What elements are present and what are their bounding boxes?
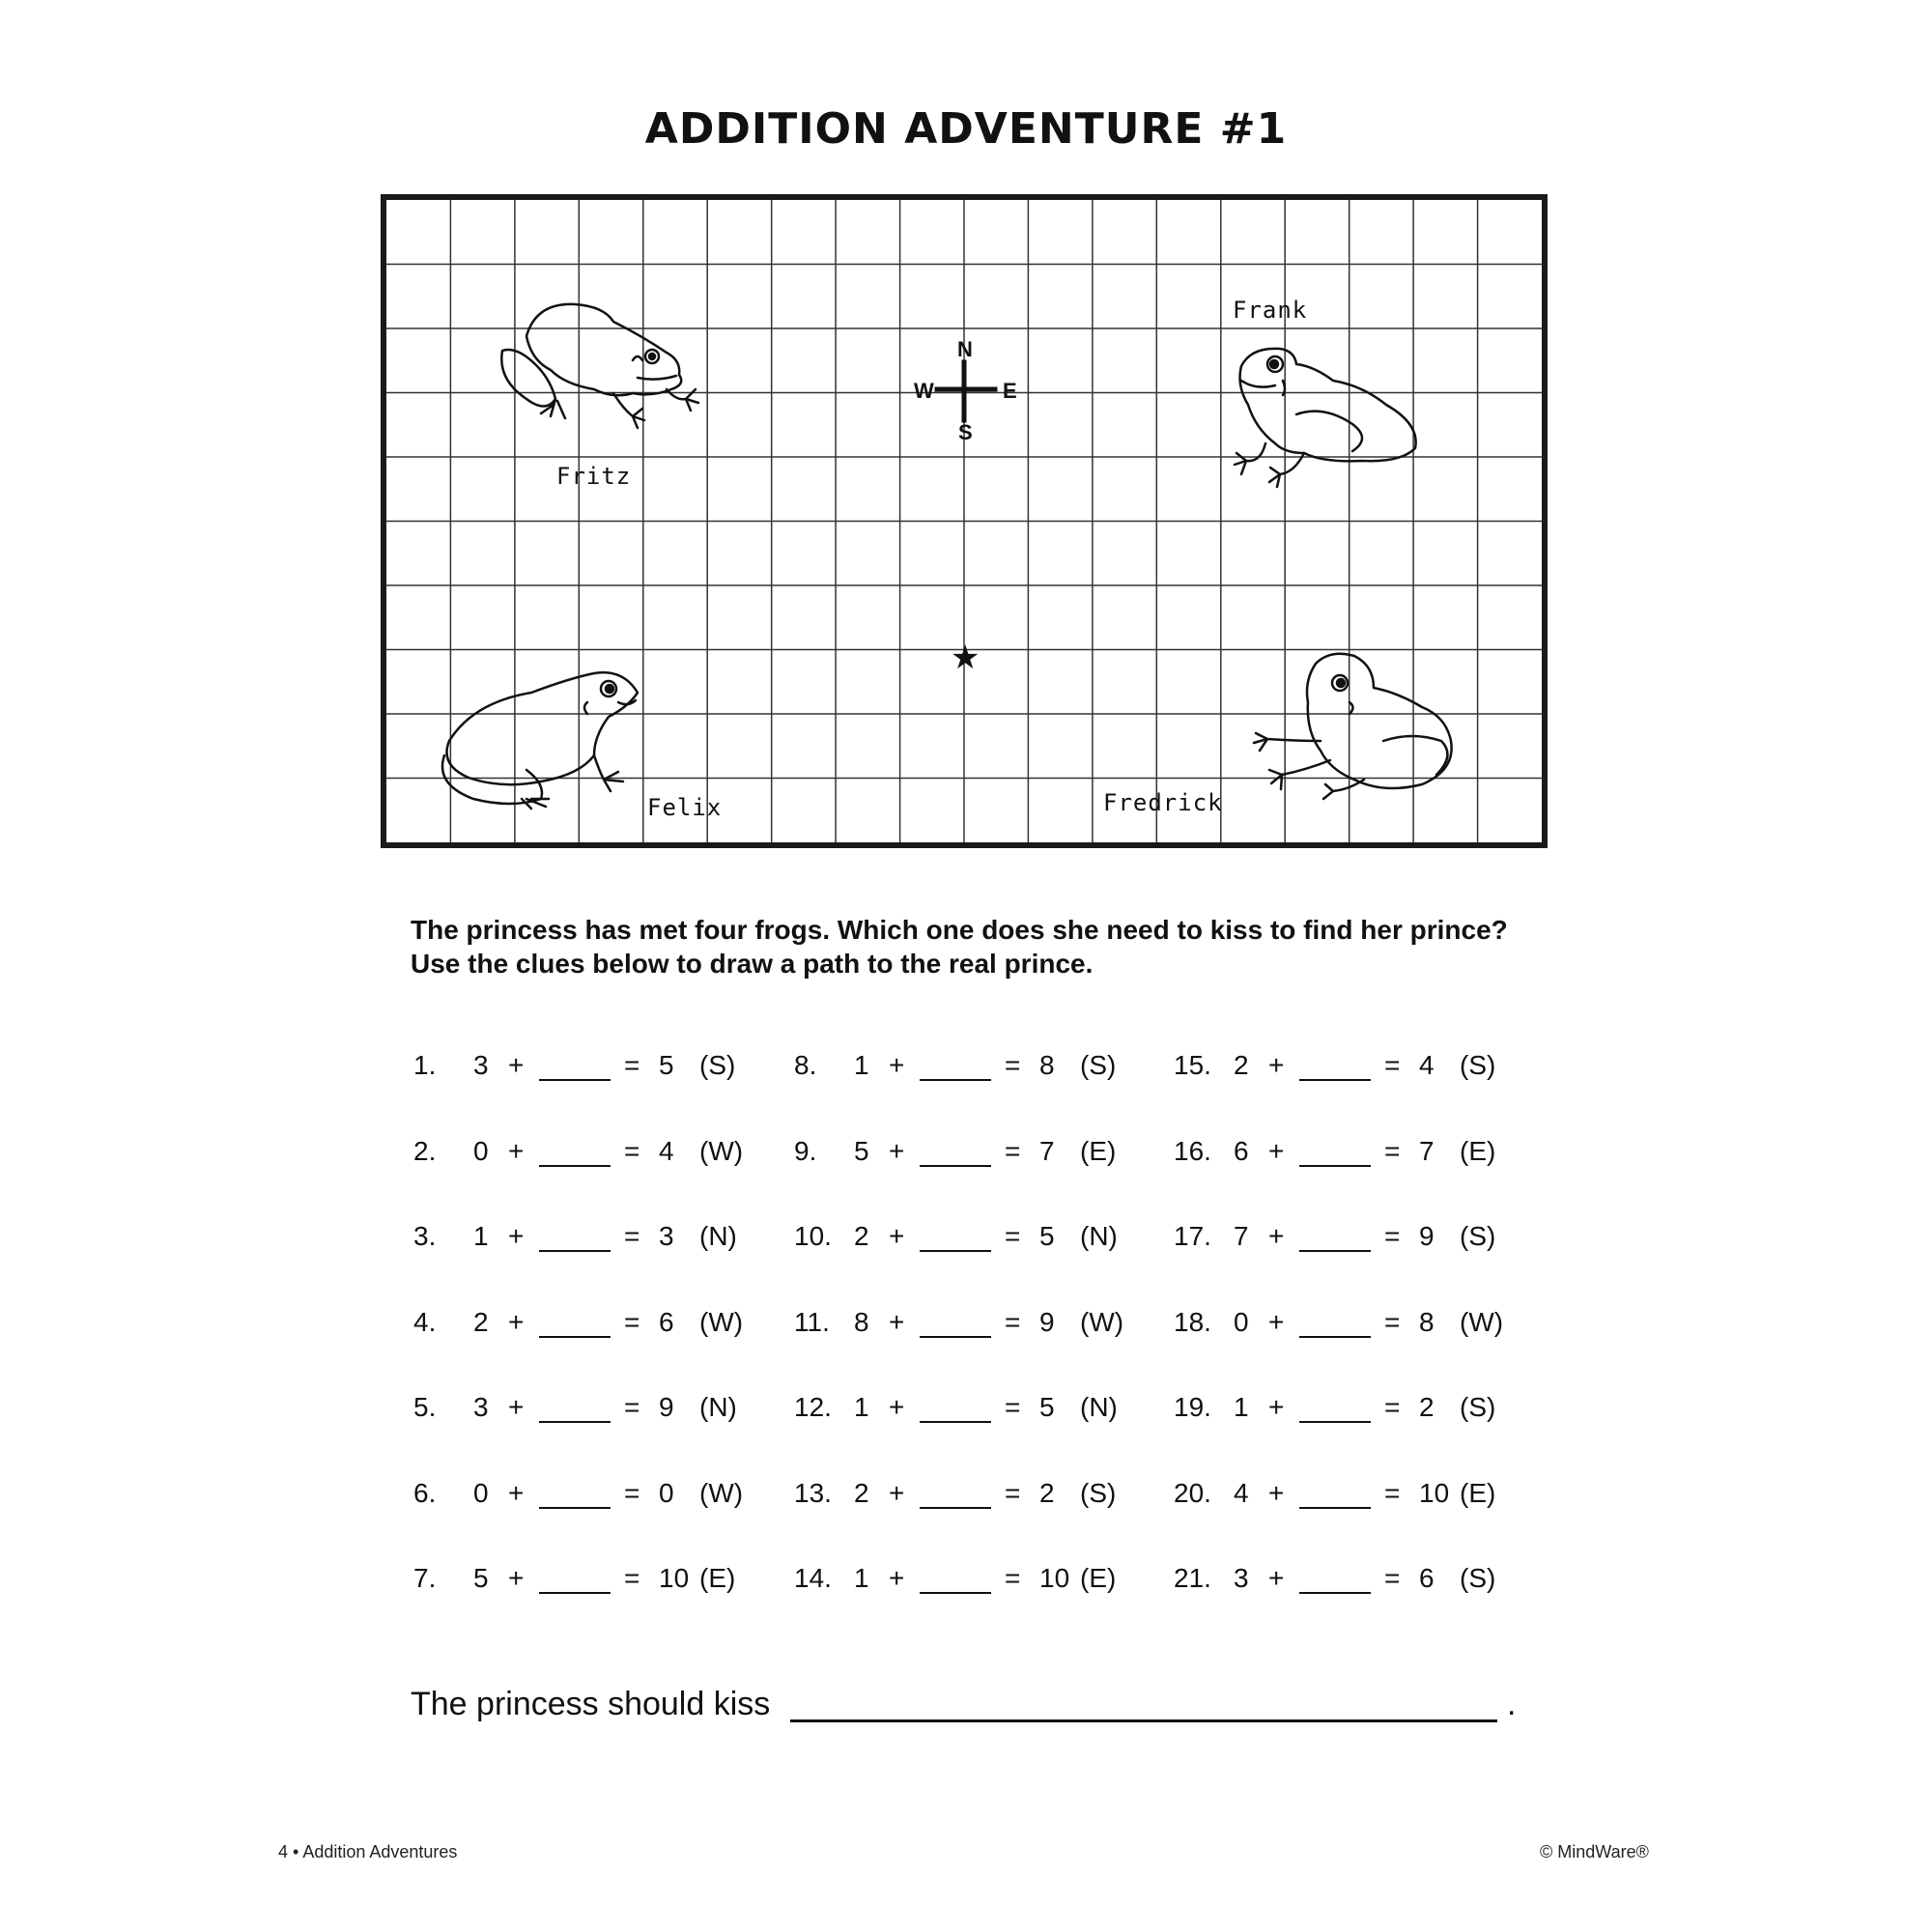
clue-item: [413, 1221, 771, 1260]
clue-direction: (W): [1080, 1306, 1124, 1337]
clue-addend: 7: [1234, 1221, 1249, 1251]
clue-item: [794, 1478, 1151, 1517]
clue-answer-blank[interactable]: [539, 1421, 611, 1423]
clue-direction: (N): [1080, 1392, 1118, 1422]
clue-equals: =: [624, 1050, 640, 1080]
clue-number: 13.: [794, 1477, 832, 1508]
clue-equals: =: [1384, 1563, 1401, 1593]
clue-addend: 0: [1234, 1306, 1249, 1337]
clue-equals: =: [1005, 1392, 1021, 1422]
frog-frank-icon: [1227, 337, 1435, 501]
clue-direction: (S): [1460, 1221, 1496, 1251]
clue-equals: =: [1384, 1477, 1401, 1508]
clue-sum: 2: [1039, 1477, 1055, 1508]
clue-direction: (N): [699, 1221, 737, 1251]
clue-number: 9.: [794, 1135, 817, 1166]
clue-answer-blank[interactable]: [1299, 1592, 1371, 1594]
clue-equals: =: [1005, 1477, 1021, 1508]
clue-equals: =: [624, 1306, 640, 1337]
clue-answer-blank[interactable]: [920, 1336, 991, 1338]
clue-equals: =: [1005, 1563, 1021, 1593]
clue-direction: (W): [699, 1477, 744, 1508]
clue-addend: 5: [854, 1135, 869, 1166]
clue-number: 2.: [413, 1135, 437, 1166]
clue-plus: +: [508, 1392, 525, 1422]
frog-label-fredrick: Fredrick: [1103, 789, 1223, 816]
clue-sum: 6: [1419, 1563, 1435, 1593]
clue-plus: +: [508, 1135, 525, 1166]
clue-sum: 5: [659, 1050, 674, 1080]
clue-plus: +: [1268, 1477, 1285, 1508]
clue-number: 19.: [1174, 1392, 1211, 1422]
clue-direction: (E): [699, 1563, 736, 1593]
clue-equals: =: [624, 1135, 640, 1166]
page-title: ADDITION ADVENTURE #1: [644, 104, 1288, 154]
clue-equals: =: [1384, 1221, 1401, 1251]
clue-direction: (W): [699, 1306, 744, 1337]
clue-plus: +: [1268, 1563, 1285, 1593]
answer-period: .: [1507, 1686, 1517, 1722]
clue-addend: 3: [473, 1050, 489, 1080]
clue-item: [413, 1136, 771, 1175]
clue-direction: (S): [1080, 1050, 1117, 1080]
clue-sum: 6: [659, 1306, 674, 1337]
clue-equals: =: [1005, 1221, 1021, 1251]
clue-sum: 0: [659, 1477, 674, 1508]
clue-plus: +: [889, 1050, 905, 1080]
clue-addend: 6: [1234, 1135, 1249, 1166]
clue-item: [794, 1136, 1151, 1175]
clue-plus: +: [1268, 1306, 1285, 1337]
clue-sum: 3: [659, 1221, 674, 1251]
clue-item: [1174, 1050, 1531, 1089]
frog-label-felix: Felix: [647, 794, 723, 821]
clue-equals: =: [624, 1477, 640, 1508]
frog-fredrick-icon: [1238, 644, 1470, 809]
clue-answer-blank[interactable]: [539, 1336, 611, 1338]
clue-answer-blank[interactable]: [539, 1165, 611, 1167]
clue-equals: =: [1005, 1135, 1021, 1166]
clue-item: [794, 1307, 1151, 1346]
clue-sum: 4: [659, 1135, 674, 1166]
clue-direction: (E): [1080, 1135, 1117, 1166]
clue-plus: +: [1268, 1221, 1285, 1251]
clue-answer-blank[interactable]: [539, 1592, 611, 1594]
clue-number: 6.: [413, 1477, 437, 1508]
clue-direction: (E): [1460, 1135, 1496, 1166]
clue-item: [413, 1050, 771, 1089]
clue-number: 8.: [794, 1050, 817, 1080]
clue-addend: 0: [473, 1477, 489, 1508]
clue-sum: 7: [1039, 1135, 1055, 1166]
clue-answer-blank[interactable]: [920, 1165, 991, 1167]
clue-addend: 1: [854, 1563, 869, 1593]
compass-east: E: [1003, 379, 1017, 403]
clue-sum: 10: [659, 1563, 690, 1593]
clue-addend: 1: [473, 1221, 489, 1251]
clue-sum: 9: [1039, 1306, 1055, 1337]
clue-addend: 2: [473, 1306, 489, 1337]
frog-felix-icon: [435, 664, 657, 823]
clue-equals: =: [1005, 1306, 1021, 1337]
compass-north: N: [957, 337, 973, 361]
clue-sum: 9: [1419, 1221, 1435, 1251]
clue-addend: 8: [854, 1306, 869, 1337]
clue-number: 5.: [413, 1392, 437, 1422]
clue-equals: =: [1005, 1050, 1021, 1080]
clue-answer-blank[interactable]: [1299, 1165, 1371, 1167]
clue-number: 1.: [413, 1050, 437, 1080]
clue-sum: 10: [1419, 1477, 1450, 1508]
clue-answer-blank[interactable]: [920, 1507, 991, 1509]
clue-plus: +: [508, 1477, 525, 1508]
clue-addend: 2: [854, 1477, 869, 1508]
clue-item: [794, 1392, 1151, 1431]
clue-item: [794, 1221, 1151, 1260]
clue-answer-blank[interactable]: [1299, 1507, 1371, 1509]
clue-answer-blank[interactable]: [1299, 1250, 1371, 1252]
clue-addend: 5: [473, 1563, 489, 1593]
clue-sum: 10: [1039, 1563, 1070, 1593]
instructions-text: The princess has met four frogs. Which one does she need to kiss to find her prince? Use the clues below to draw a path to the real prince.: [411, 915, 1508, 979]
clue-item: [413, 1478, 771, 1517]
clue-addend: 1: [854, 1050, 869, 1080]
clue-addend: 3: [473, 1392, 489, 1422]
start-star-icon[interactable]: ★: [951, 639, 980, 677]
clue-direction: (S): [1460, 1050, 1496, 1080]
clue-direction: (E): [1460, 1477, 1496, 1508]
clue-number: 7.: [413, 1563, 437, 1593]
clue-number: 16.: [1174, 1135, 1211, 1166]
clue-number: 21.: [1174, 1563, 1211, 1593]
clue-item: [413, 1563, 771, 1602]
clue-addend: 1: [854, 1392, 869, 1422]
clue-answer-blank[interactable]: [539, 1507, 611, 1509]
footer-left: 4 • Addition Adventures: [278, 1842, 458, 1861]
clue-sum: 2: [1419, 1392, 1435, 1422]
clue-direction: (S): [699, 1050, 736, 1080]
clue-plus: +: [508, 1563, 525, 1593]
clue-answer-blank[interactable]: [920, 1421, 991, 1423]
clue-plus: +: [1268, 1135, 1285, 1166]
clue-direction: (N): [1080, 1221, 1118, 1251]
clue-item: [1174, 1478, 1531, 1517]
clue-equals: =: [624, 1221, 640, 1251]
clue-direction: (W): [699, 1135, 744, 1166]
clue-plus: +: [508, 1050, 525, 1080]
clue-sum: 5: [1039, 1392, 1055, 1422]
clue-number: 3.: [413, 1221, 437, 1251]
clue-number: 11.: [794, 1306, 830, 1337]
clue-equals: =: [1384, 1135, 1401, 1166]
clue-sum: 8: [1419, 1306, 1435, 1337]
clue-answer-blank[interactable]: [1299, 1079, 1371, 1081]
clue-equals: =: [624, 1392, 640, 1422]
answer-prompt: The princess should kiss: [411, 1686, 771, 1722]
clue-answer-blank[interactable]: [1299, 1421, 1371, 1423]
clue-number: 15.: [1174, 1050, 1211, 1080]
footer-right: © MindWare®: [1540, 1842, 1649, 1861]
clue-plus: +: [889, 1477, 905, 1508]
clue-plus: +: [1268, 1392, 1285, 1422]
clue-plus: +: [889, 1306, 905, 1337]
clue-direction: (S): [1460, 1392, 1496, 1422]
clue-answer-blank[interactable]: [920, 1250, 991, 1252]
frog-fritz-icon: [497, 293, 729, 452]
clue-plus: +: [1268, 1050, 1285, 1080]
clue-number: 12.: [794, 1392, 832, 1422]
clue-item: [1174, 1392, 1531, 1431]
clue-addend: 2: [854, 1221, 869, 1251]
clue-equals: =: [1384, 1306, 1401, 1337]
clue-equals: =: [1384, 1050, 1401, 1080]
answer-input[interactable]: [790, 1719, 1497, 1722]
clue-sum: 4: [1419, 1050, 1435, 1080]
clue-addend: 3: [1234, 1563, 1249, 1593]
clue-addend: 1: [1234, 1392, 1249, 1422]
clue-equals: =: [624, 1563, 640, 1593]
clue-plus: +: [889, 1392, 905, 1422]
clue-number: 18.: [1174, 1306, 1211, 1337]
map-grid[interactable]: [381, 194, 1548, 848]
clue-plus: +: [889, 1221, 905, 1251]
clue-addend: 0: [473, 1135, 489, 1166]
clue-sum: 7: [1419, 1135, 1435, 1166]
clue-item: [413, 1307, 771, 1346]
clue-sum: 9: [659, 1392, 674, 1422]
clue-answer-blank[interactable]: [539, 1250, 611, 1252]
clue-answer-blank[interactable]: [539, 1079, 611, 1081]
clue-item: [413, 1392, 771, 1431]
clue-sum: 8: [1039, 1050, 1055, 1080]
clue-item: [1174, 1563, 1531, 1602]
clue-item: [1174, 1221, 1531, 1260]
clue-number: 17.: [1174, 1221, 1211, 1251]
clue-plus: +: [889, 1135, 905, 1166]
clue-addend: 2: [1234, 1050, 1249, 1080]
clue-addend: 4: [1234, 1477, 1249, 1508]
clue-direction: (S): [1460, 1563, 1496, 1593]
clue-answer-blank[interactable]: [920, 1079, 991, 1081]
clue-direction: (E): [1080, 1563, 1117, 1593]
clue-answer-blank[interactable]: [1299, 1336, 1371, 1338]
clue-answer-blank[interactable]: [920, 1592, 991, 1594]
clue-item: [1174, 1136, 1531, 1175]
clue-number: 4.: [413, 1306, 437, 1337]
clue-direction: (W): [1460, 1306, 1504, 1337]
clue-direction: (N): [699, 1392, 737, 1422]
clue-direction: (S): [1080, 1477, 1117, 1508]
clue-item: [794, 1050, 1151, 1089]
frog-label-fritz: Fritz: [556, 463, 632, 490]
clue-number: 14.: [794, 1563, 832, 1593]
clue-equals: =: [1384, 1392, 1401, 1422]
clue-number: 20.: [1174, 1477, 1211, 1508]
frog-label-frank: Frank: [1233, 297, 1308, 324]
compass-south: S: [958, 420, 973, 444]
clue-number: 10.: [794, 1221, 832, 1251]
clue-item: [1174, 1307, 1531, 1346]
clue-item: [794, 1563, 1151, 1602]
clue-plus: +: [889, 1563, 905, 1593]
clue-plus: +: [508, 1306, 525, 1337]
clue-sum: 5: [1039, 1221, 1055, 1251]
compass-west: W: [914, 379, 934, 403]
clue-plus: +: [508, 1221, 525, 1251]
